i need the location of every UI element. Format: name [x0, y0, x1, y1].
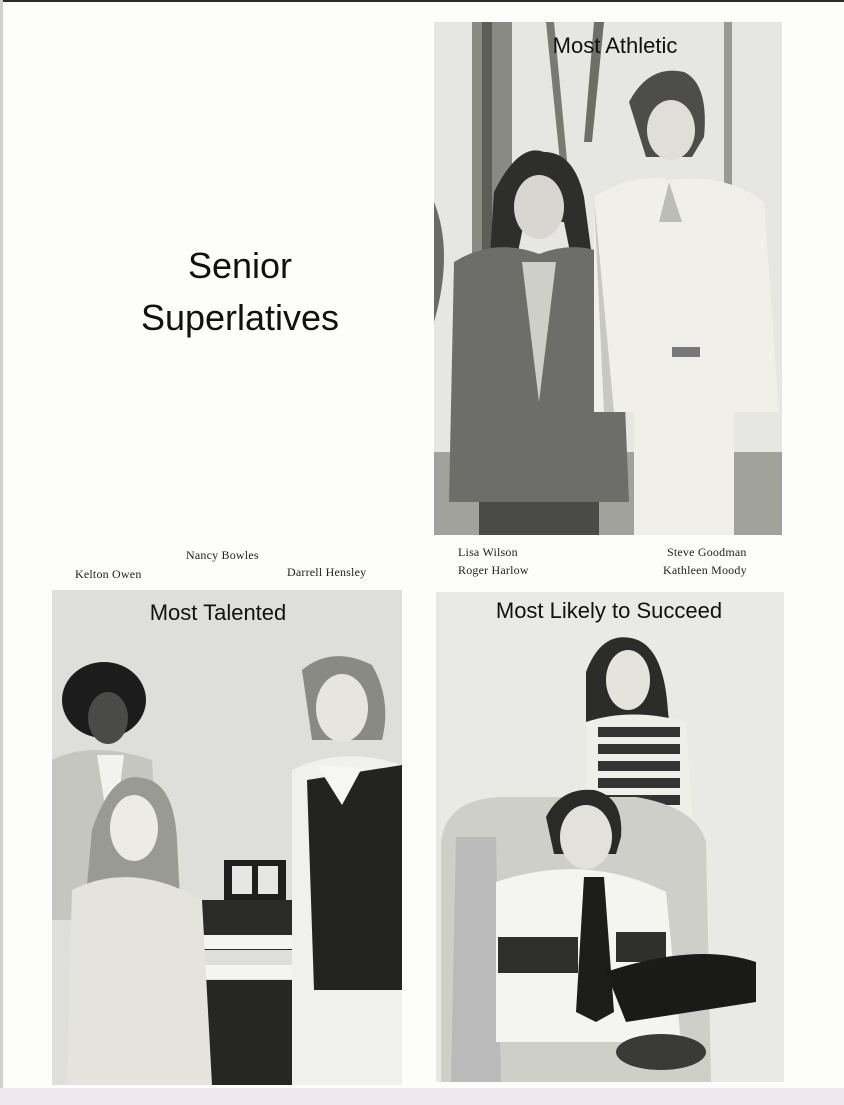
- title-line-1: Senior: [187, 245, 293, 286]
- caption-roger-harlow: Roger Harlow: [458, 563, 529, 577]
- most-athletic-heading: Most Athletic: [552, 33, 678, 58]
- most-athletic-photo-art: [434, 22, 782, 535]
- most-likely-to-succeed-photo: [436, 592, 784, 1082]
- most-athletic-photo: [434, 22, 782, 535]
- page-title: [90, 240, 390, 344]
- most-likely-to-succeed-photo-art: [436, 592, 784, 1082]
- most-likely-to-succeed-heading: Most Likely to Succeed: [495, 598, 723, 623]
- title-line-2: Superlatives: [140, 297, 340, 338]
- most-talented-heading: Most Talented: [149, 600, 287, 625]
- most-talented-photo: [52, 590, 402, 1085]
- caption-darrell-hensley: Darrell Hensley: [287, 565, 367, 579]
- page-left-edge: [0, 0, 3, 1105]
- caption-nancy-bowles: Nancy Bowles: [186, 548, 259, 562]
- caption-steve-goodman: Steve Goodman: [667, 545, 747, 559]
- page-top-edge: [0, 0, 844, 2]
- most-talented-photo-art: [52, 590, 402, 1085]
- caption-kelton-owen: Kelton Owen: [75, 567, 142, 581]
- page-bottom-edge: [0, 1088, 844, 1105]
- caption-kathleen-moody: Kathleen Moody: [663, 563, 747, 577]
- caption-lisa-wilson: Lisa Wilson: [458, 545, 518, 559]
